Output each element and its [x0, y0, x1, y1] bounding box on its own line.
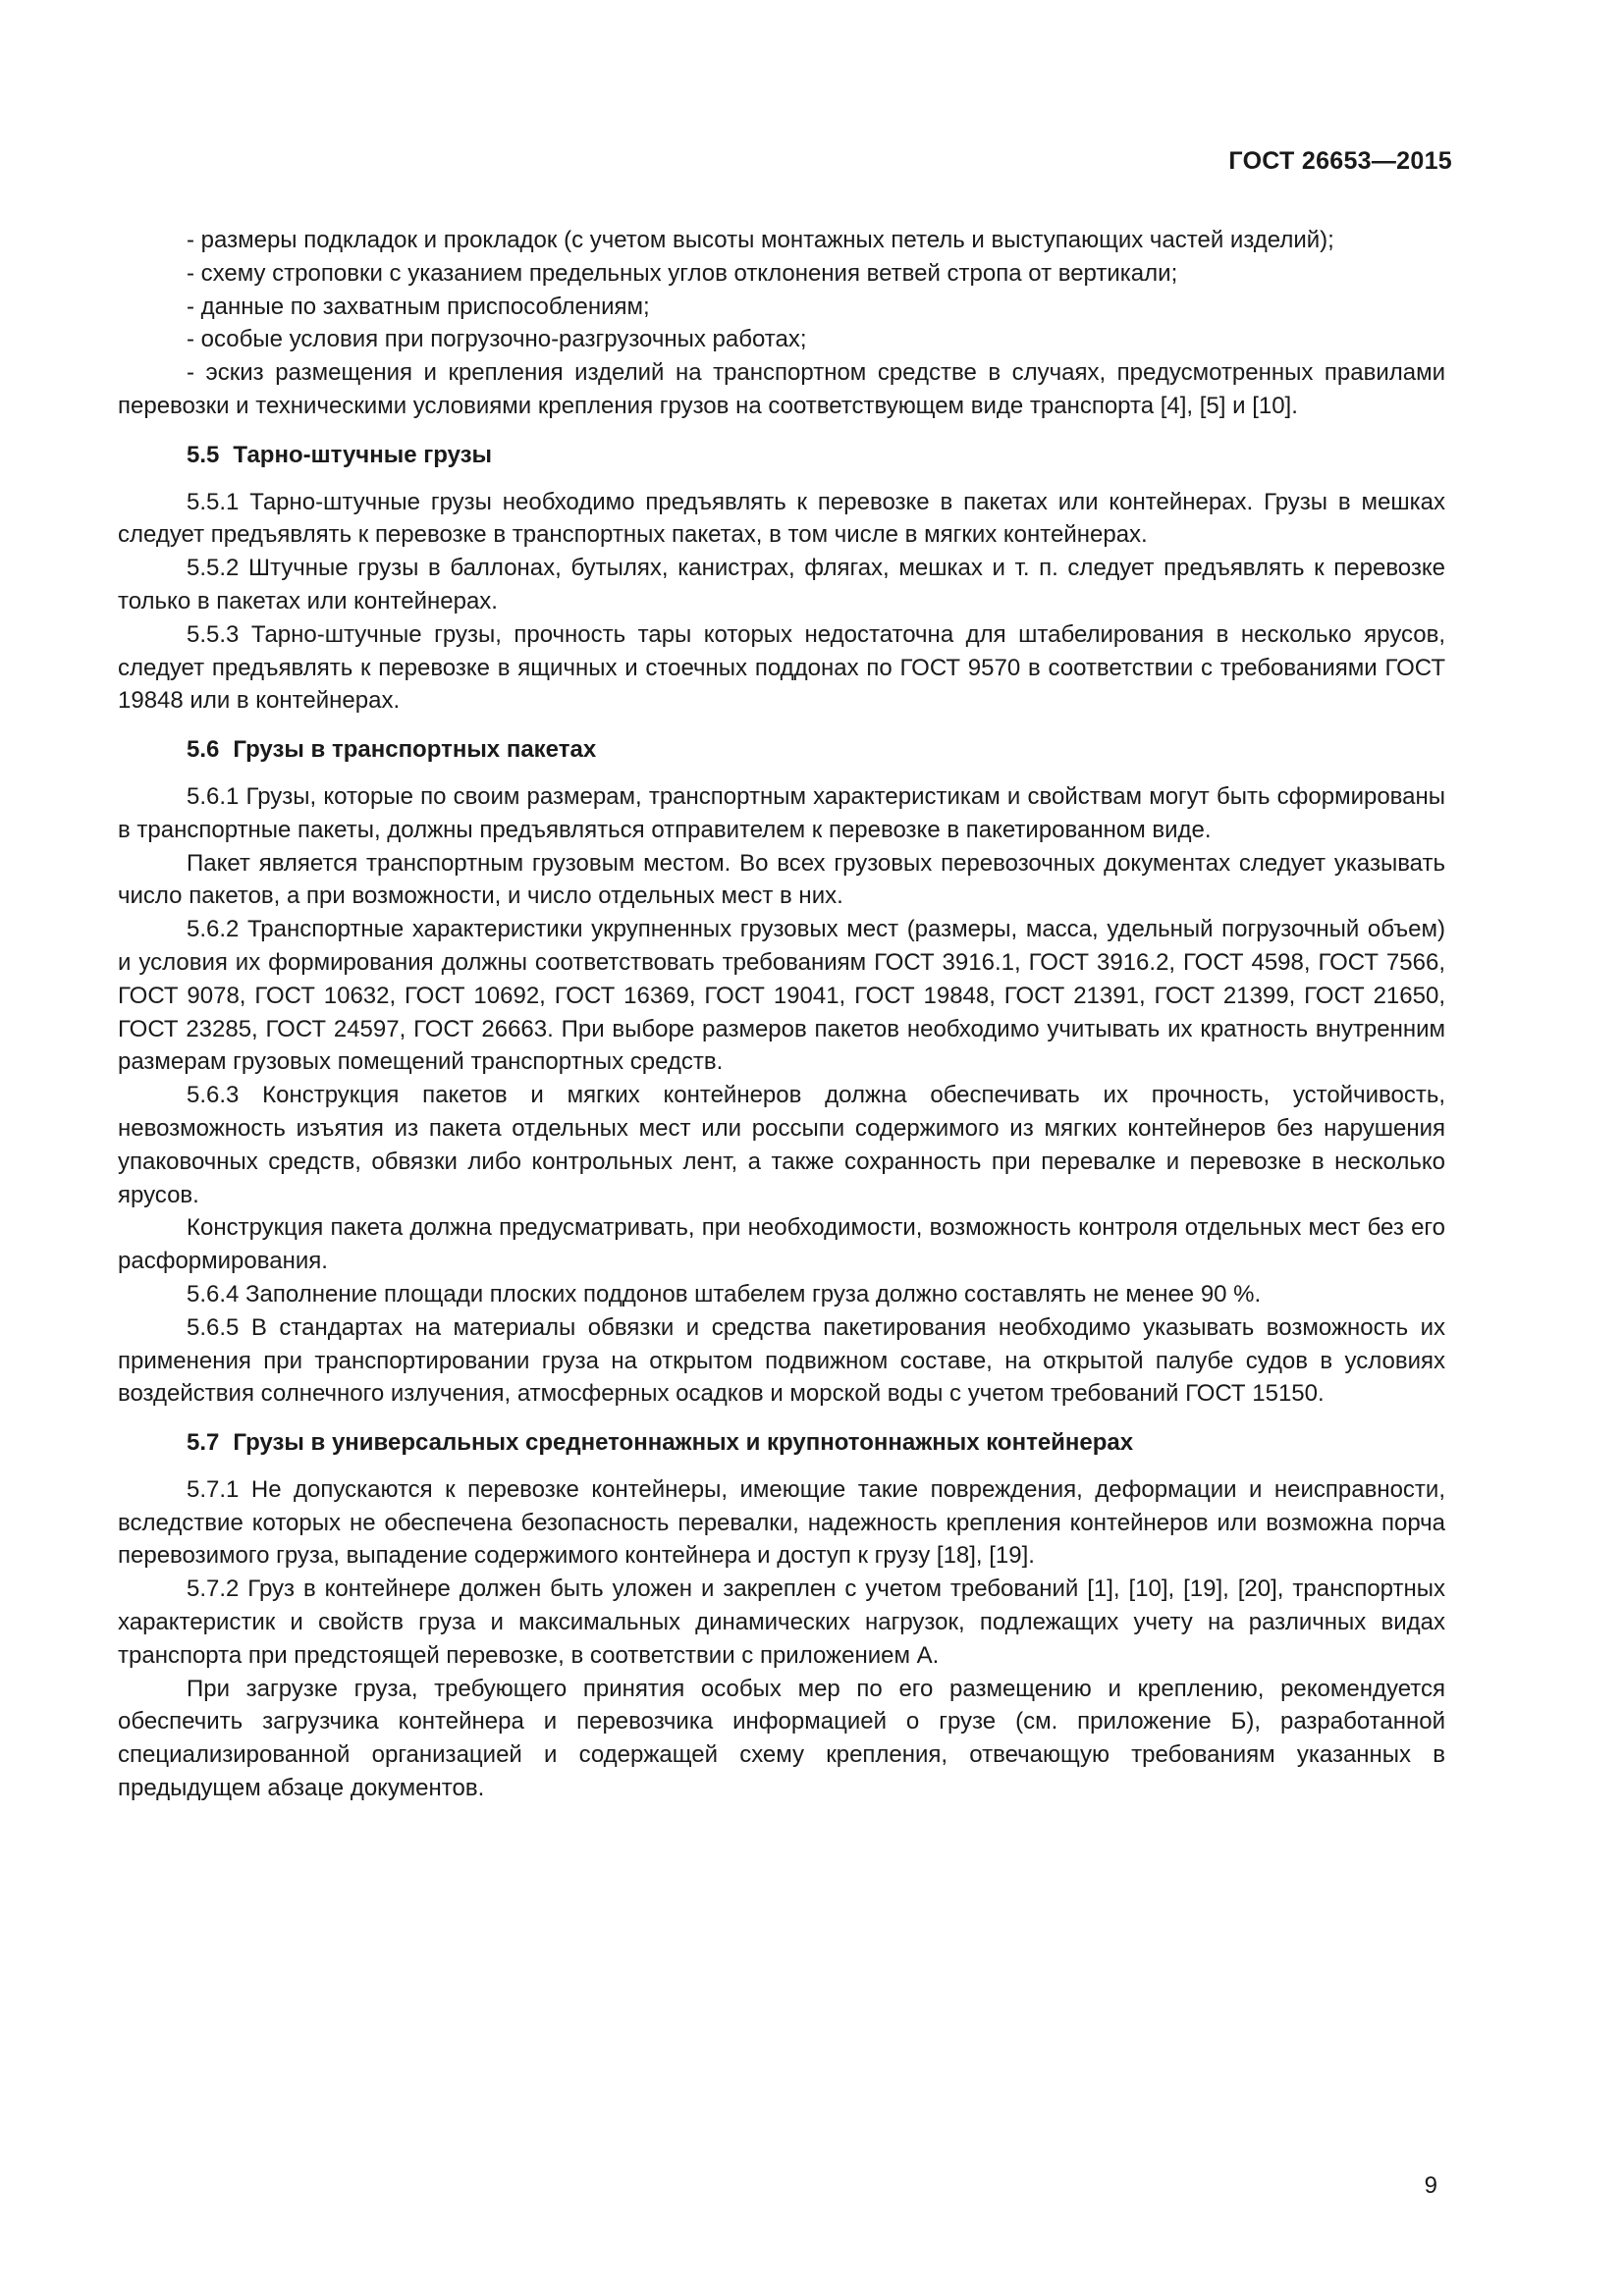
paragraph: Пакет является транспортным грузовым местом. Во всех грузовых перевозочных документах следует указывать число пакетов, а при возможности, и число отдельных мест в них. [118, 849, 1445, 910]
document-code: ГОСТ 26653—2015 [1228, 147, 1452, 175]
section-number: 5.7 [187, 1429, 220, 1457]
intro-item: - данные по захватным приспособлениям; [187, 293, 650, 320]
section-number: 5.5 [187, 441, 220, 468]
intro-item: - особые условия при погрузочно-разгрузочных работах; [187, 326, 807, 353]
paragraph: При загрузке груза, требующего принятия особых мер по его размещению и креплению, рекомендуется обеспечить загрузчика контейнера и перевозчика информацией о грузе (см. приложение Б), разработанной специализированной организацией и содержащей схему крепления, отвечающую требованиям указанных в предыдущем абзаце документов. [118, 1675, 1445, 1802]
paragraph: 5.6.3 Конструкция пакетов и мягких контейнеров должна обеспечивать их прочность, устойчивость, невозможность изъятия из пакета отдельных мест или россыпи содержимого из мягких контейнеров без нарушения упаковочных средств, обвязки либо контрольных лент, а также сохранность при перевалке и перевозке в несколько ярусов. [118, 1082, 1445, 1208]
paragraph: 5.6.1 Грузы, которые по своим размерам, транспортным характеристикам и свойствам могут быть сформированы в транспортные пакеты, должны предъявляться отправителем к перевозке в пакетированном виде. [118, 782, 1445, 843]
paragraph: 5.6.2 Транспортные характеристики укрупненных грузовых мест (размеры, масса, удельный погрузочный объем) и условия их формирования должны соответствовать требованиям ГОСТ 3916.1, ГОСТ 3916.2, ГОСТ 4598, ГОСТ 7566, ГОСТ 9078, ГОСТ 10632, ГОСТ 10692, ГОСТ 16369, ГОСТ 19041, ГОСТ 19848, ГОСТ 21391, ГОСТ 21399, ГОСТ 21650, ГОСТ 23285, ГОСТ 24597, ГОСТ 26663. При выборе размеров пакетов необходимо учитывать их кратность внутренним размерам грузовых помещений транспортных средств. [118, 916, 1445, 1076]
section-title: Грузы в универсальных среднетоннажных и крупнотоннажных контейнерах [233, 1429, 1134, 1457]
paragraph: 5.6.5 В стандартах на материалы обвязки и средства пакетирования необходимо указывать возможность их применения при транспортировании груза на открытом подвижном составе, на открытой палубе судов в условиях воздействия солнечного излучения, атмосферных осадков и морской воды с учетом требований ГОСТ 15150. [118, 1313, 1445, 1408]
paragraph: 5.7.2 Груз в контейнере должен быть уложен и закреплен с учетом требований [1], [10], [19], [20], транспортных характеристик и свойств груза и максимальных динамических нагрузок, подлежащих учету на различных видах транспорта при предстоящей перевозке, в соответствии с приложением А. [118, 1575, 1445, 1669]
intro-item: - схему строповки с указанием предельных углов отклонения ветвей стропа от вертикали; [187, 259, 1178, 287]
paragraph: 5.5.1 Тарно-штучные грузы необходимо предъявлять к перевозке в пакетах или контейнерах. Грузы в мешках следует предъявлять к перевозке в транспортных пакетах, в том числе в мягких контейнерах. [118, 488, 1445, 549]
section-number: 5.6 [187, 736, 220, 764]
section-title: Грузы в транспортных пакетах [233, 736, 597, 764]
section-heading [118, 1426, 1445, 1460]
paragraph: 5.6.4 Заполнение площади плоских поддонов штабелем груза должно составлять не менее 90 %. [187, 1280, 1262, 1308]
section-heading [118, 439, 1445, 472]
page-number: 9 [1424, 2172, 1437, 2199]
intro-item: - размеры подкладок и прокладок (с учетом высоты монтажных петель и выступающих частей изделий); [187, 227, 1334, 253]
paragraph: 5.5.2 Штучные грузы в баллонах, бутылях, канистрах, флягах, мешках и т. п. следует предъявлять к перевозке только в пакетах или контейнерах. [118, 555, 1445, 614]
paragraph: 5.7.1 Не допускаются к перевозке контейнеры, имеющие такие повреждения, деформации и неисправности, вследствие которых не обеспечена безопасность перевалки, надежность крепления контейнеров или возможна порча перевозимого груза, выпадение содержимого контейнера и доступ к грузу [18], [19]. [118, 1475, 1445, 1570]
intro-item: - эскиз размещения и крепления изделий на транспортном средстве в случаях, предусмотренных правилами перевозки и техническими условиями крепления грузов на соответствующем виде транспорта [4], [5] и [10]. [118, 359, 1445, 419]
section-title: Тарно-штучные грузы [233, 441, 493, 468]
section-heading [118, 733, 1445, 767]
paragraph: 5.5.3 Тарно-штучные грузы, прочность тары которых недостаточна для штабелирования в несколько ярусов, следует предъявлять к перевозке в ящичных и стоечных поддонах по ГОСТ 9570 в соответствии с требованиями ГОСТ 19848 или в контейнерах. [118, 620, 1445, 715]
paragraph: Конструкция пакета должна предусматривать, при необходимости, возможность контроля отдельных мест без его расформирования. [118, 1214, 1445, 1275]
document-body [118, 224, 1445, 1805]
